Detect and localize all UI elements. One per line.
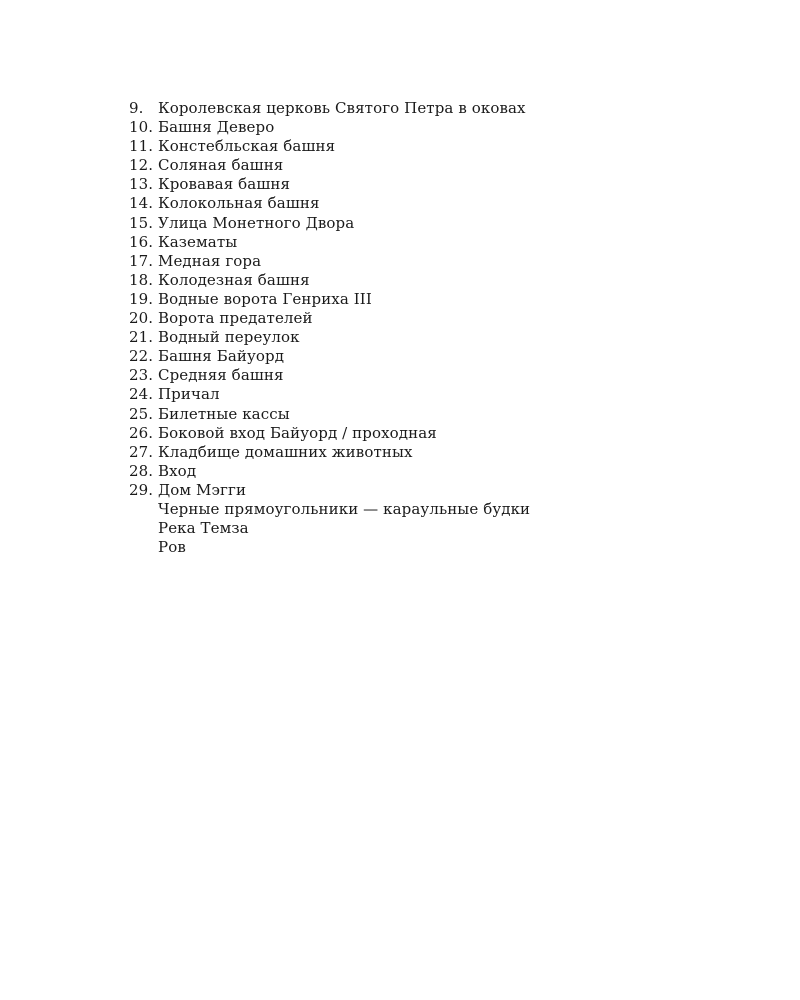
legend-item bbox=[129, 424, 530, 443]
legend-item bbox=[129, 309, 530, 328]
legend-item-label: Башня Деверо bbox=[158, 118, 275, 137]
legend-note bbox=[129, 519, 530, 538]
legend-item-number: 26. bbox=[129, 423, 154, 442]
legend-item-label: Колокольная башня bbox=[158, 194, 320, 213]
legend-item bbox=[129, 481, 530, 500]
legend-item bbox=[129, 214, 530, 233]
legend-item bbox=[129, 252, 530, 271]
legend-item bbox=[129, 137, 530, 156]
legend-item-number: 12. bbox=[129, 156, 154, 175]
legend-item bbox=[129, 175, 530, 194]
legend-item-label: Констебльская башня bbox=[158, 137, 336, 156]
legend-item-number: 24. bbox=[129, 385, 154, 404]
legend-note-label: Ров bbox=[158, 538, 186, 557]
legend-item bbox=[129, 194, 530, 213]
legend-item-label: Соляная башня bbox=[158, 156, 284, 175]
legend-item-label: Кровавая башня bbox=[158, 175, 291, 194]
legend-item-number: 19. bbox=[129, 289, 154, 308]
legend-item-label: Водный переулок bbox=[158, 328, 300, 347]
map-legend-list bbox=[129, 99, 530, 557]
legend-item-number: 29. bbox=[129, 480, 154, 499]
legend-item-number: 18. bbox=[129, 270, 154, 289]
legend-item-label: Водные ворота Генриха III bbox=[158, 289, 372, 308]
legend-note-label: Черные прямоугольники — караульные будки bbox=[158, 499, 531, 518]
legend-item-label: Билетные кассы bbox=[158, 404, 290, 423]
legend-item bbox=[129, 405, 530, 424]
legend-item bbox=[129, 271, 530, 290]
legend-item-label: Ворота предателей bbox=[158, 309, 313, 328]
legend-item-number: 11. bbox=[129, 137, 154, 156]
legend-item-number: 10. bbox=[129, 118, 154, 137]
legend-item-label: Башня Байуорд bbox=[158, 347, 285, 366]
legend-item bbox=[129, 443, 530, 462]
legend-item bbox=[129, 462, 530, 481]
legend-item-number: 27. bbox=[129, 442, 154, 461]
legend-item-label: Средняя башня bbox=[158, 366, 284, 385]
legend-item bbox=[129, 99, 530, 118]
legend-item-label: Колодезная башня bbox=[158, 270, 310, 289]
legend-item-number: 17. bbox=[129, 251, 154, 270]
legend-item-number: 28. bbox=[129, 461, 154, 480]
legend-item-label: Боковой вход Байуорд / проходная bbox=[158, 423, 437, 442]
legend-item-number: 23. bbox=[129, 366, 154, 385]
legend-item-number: 14. bbox=[129, 194, 154, 213]
legend-item-label: Медная гора bbox=[158, 251, 262, 270]
legend-item-label: Дом Мэгги bbox=[158, 480, 247, 499]
legend-item-number: 21. bbox=[129, 328, 154, 347]
legend-item bbox=[129, 366, 530, 385]
legend-item-label: Казематы bbox=[158, 232, 238, 251]
legend-note bbox=[129, 500, 530, 519]
legend-item-label: Королевская церковь Святого Петра в оковах bbox=[158, 99, 526, 117]
legend-item-number: 15. bbox=[129, 213, 154, 232]
legend-item-label: Кладбище домашних животных bbox=[158, 442, 413, 461]
legend-item-number: 9. bbox=[129, 99, 144, 117]
legend-item-number: 20. bbox=[129, 309, 154, 328]
legend-item bbox=[129, 347, 530, 366]
legend-item bbox=[129, 233, 530, 252]
legend-item-number: 22. bbox=[129, 347, 154, 366]
legend-item-label: Вход bbox=[158, 461, 197, 480]
legend-item bbox=[129, 290, 530, 309]
legend-item bbox=[129, 118, 530, 137]
legend-item bbox=[129, 328, 530, 347]
legend-item bbox=[129, 156, 530, 175]
legend-item-number: 13. bbox=[129, 175, 154, 194]
legend-item-label: Причал bbox=[158, 385, 220, 404]
legend-note-label: Река Темза bbox=[158, 519, 249, 538]
legend-note bbox=[129, 538, 530, 557]
legend-item-label: Улица Монетного Двора bbox=[158, 213, 355, 232]
legend-item-number: 25. bbox=[129, 404, 154, 423]
legend-item-number: 16. bbox=[129, 232, 154, 251]
legend-item bbox=[129, 385, 530, 404]
